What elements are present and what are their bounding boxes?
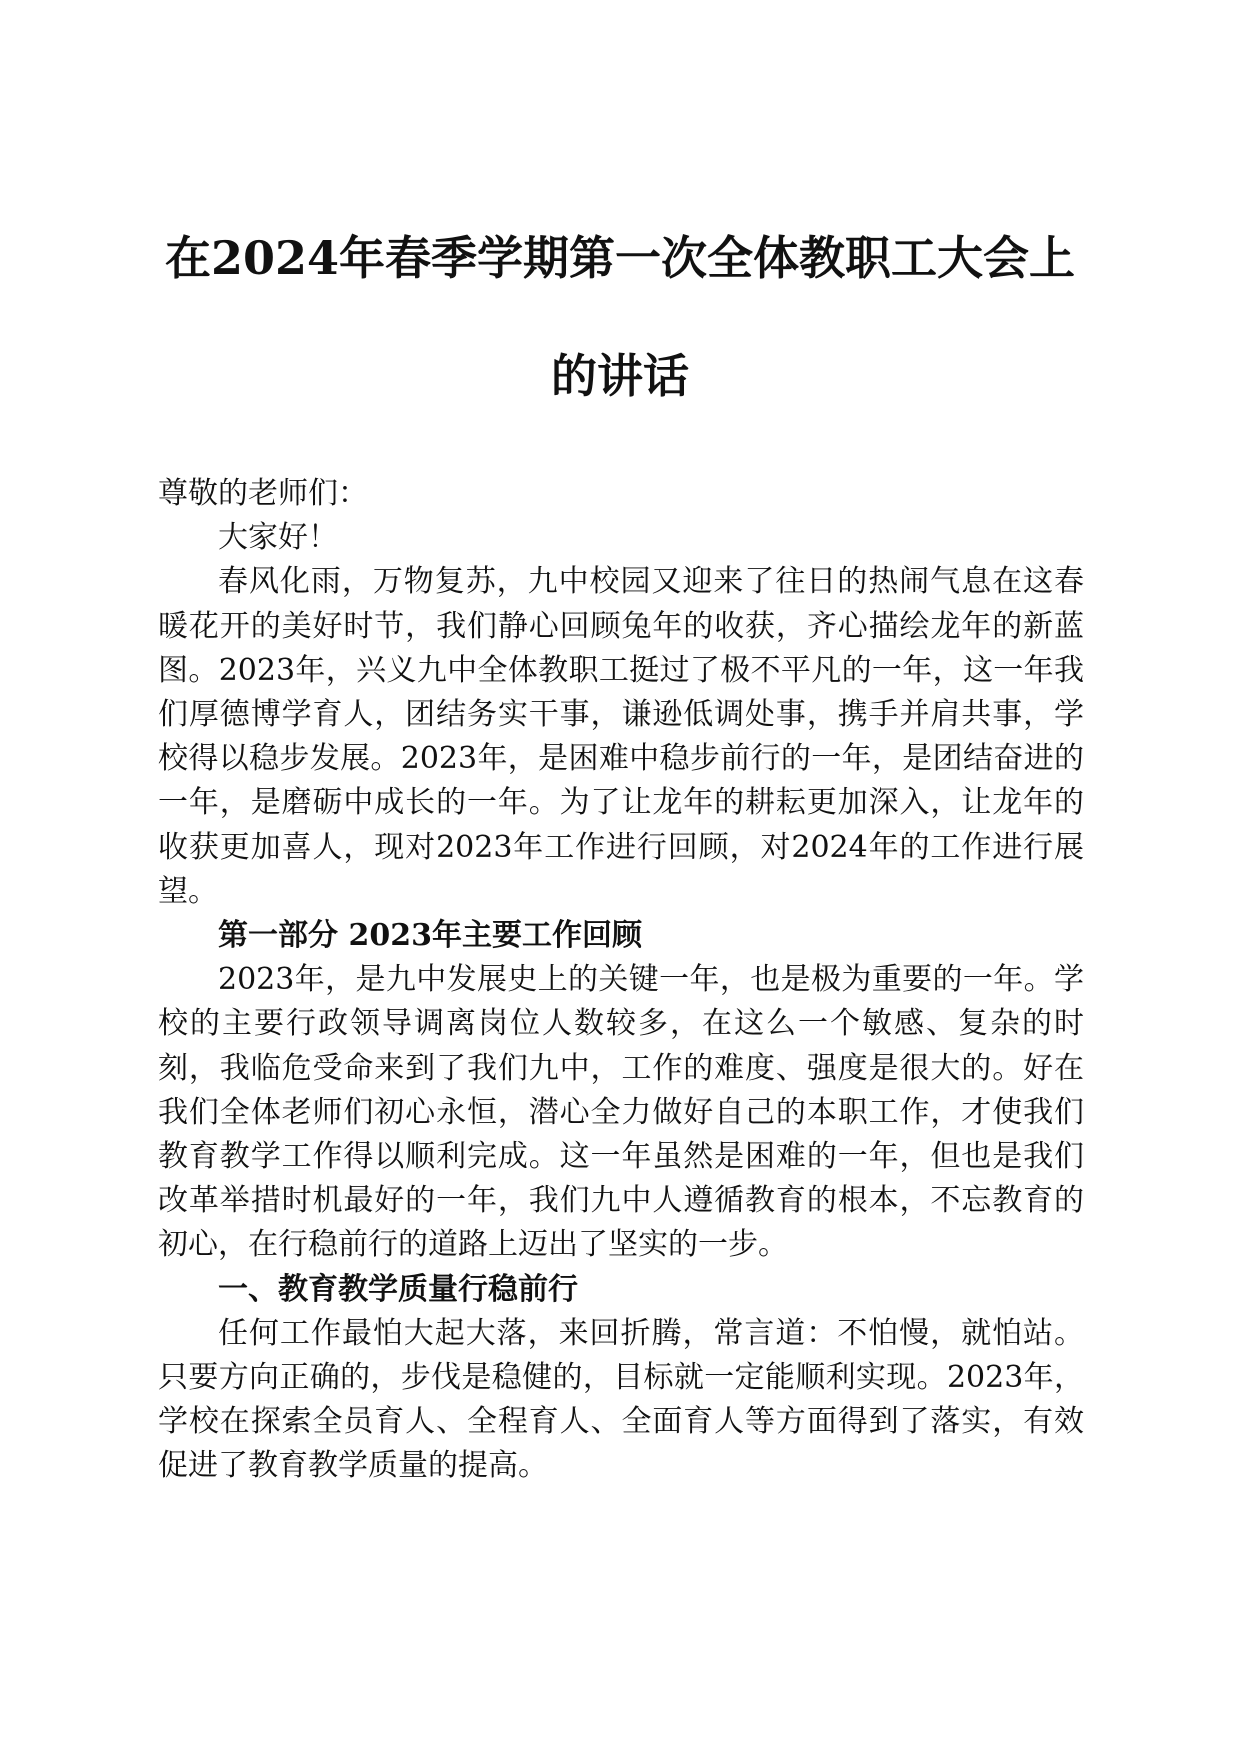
document-title-line-1: 在2024年春季学期第一次全体教职工大会上 [164,231,1076,285]
subsection-heading-teaching-quality: 一、教育教学质量行稳前行 [218,1271,578,1307]
greeting: 大家好！ [218,520,338,556]
section-heading-part-one: 第一部分 2023年主要工作回顾 [218,918,642,954]
document-title-line-2: 的讲话 [551,349,689,403]
paragraph-review: 2023年，是九中发展史上的关键一年，也是极为重要的一年。学校的主要行政领导调离岗位人数较多，在这么一个敏感、复杂的时刻，我临危受命来到了我们九中，工作的难度、强度是很大的。好在我们全体老师们初心永恒，潜心全力做好自己的本职工作，才使我们教育教学工作得以顺利完成。这一年虽然是困难的一年，但也是我们改革举措时机最好的一年，我们九中人遵循教育的根本，不忘教育的初心，在行稳前行的道路上迈出了坚实的一步。 [158,962,1084,1263]
paragraph-teaching-quality: 任何工作最怕大起大落，来回折腾，常言道：不怕慢，就怕站。只要方向正确的，步伐是稳健的，目标就一定能顺利实现。2023年，学校在探索全员育人、全程育人、全面育人等方面得到了落实，有效促进了教育教学质量的提高。 [158,1315,1084,1484]
document-body [158,472,1084,1489]
salutation: 尊敬的老师们： [158,476,368,511]
paragraph-intro: 春风化雨，万物复苏，九中校园又迎来了往日的热闹气息在这春暖花开的美好时节，我们静心回顾兔年的收获，齐心描绘龙年的新蓝图。2023年，兴义九中全体教职工挺过了极不平凡的一年，这一年我们厚德博学育人，团结务实干事，谦逊低调处事，携手并肩共事，学校得以稳步发展。2023年，是困难中稳步前行的一年，是团结奋进的一年，是磨砺中成长的一年。为了让龙年的耕耘更加深入，让龙年的收获更加喜人，现对2023年工作进行回顾，对2024年的工作进行展望。 [158,564,1084,909]
